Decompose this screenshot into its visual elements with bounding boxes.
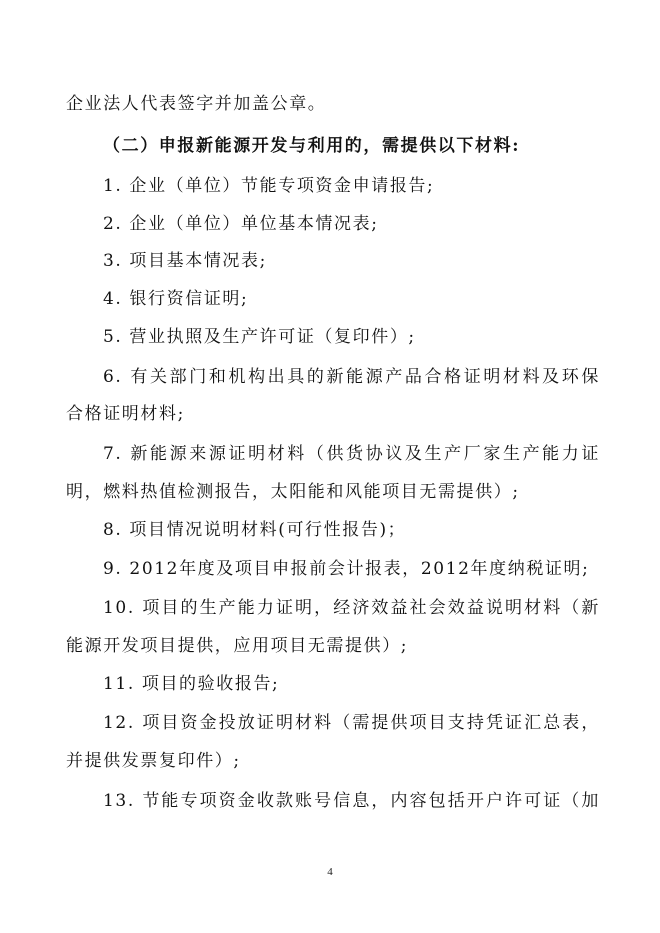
list-item: 8. 项目情况说明材料(可行性报告)；: [103, 520, 407, 540]
list-item-continuation: 合格证明材料;: [66, 404, 185, 424]
list-item: 12. 项目资金投放证明材料（需提供项目支持凭证汇总表，: [103, 713, 600, 733]
list-item: 11. 项目的验收报告;: [103, 674, 280, 694]
section-heading: （二）申报新能源开发与利用的，需提供以下材料:: [103, 136, 521, 156]
list-item: 1. 企业（单位）节能专项资金申请报告;: [103, 176, 435, 196]
list-item: 2. 企业（单位）单位基本情况表;: [103, 214, 379, 234]
list-item: 9. 2012年度及项目申报前会计报表，2012年度纳税证明;: [103, 559, 590, 579]
list-item: 5. 营业执照及生产许可证（复印件）;: [103, 327, 416, 347]
list-item: 4. 银行资信证明;: [103, 289, 249, 309]
text-line: 企业法人代表签字并加盖公章。: [66, 94, 327, 114]
list-item: 7. 新能源来源证明材料（供货协议及生产厂家生产能力证: [103, 444, 600, 464]
list-item-continuation: 明，燃料热值检测报告，太阳能和风能项目无需提供）;: [66, 482, 520, 502]
page-number: 4: [327, 866, 333, 878]
list-item: 13. 节能专项资金收款账号信息，内容包括开户许可证（加: [103, 791, 600, 811]
list-item: 6. 有关部门和机构出具的新能源产品合格证明材料及环保: [103, 367, 600, 387]
list-item-continuation: 并提供发票复印件）;: [66, 751, 241, 771]
list-item: 10. 项目的生产能力证明，经济效益社会效益说明材料（新: [103, 598, 600, 618]
list-item: 3. 项目基本情况表;: [103, 251, 267, 271]
list-item-continuation: 能源开发项目提供，应用项目无需提供）;: [66, 636, 409, 656]
